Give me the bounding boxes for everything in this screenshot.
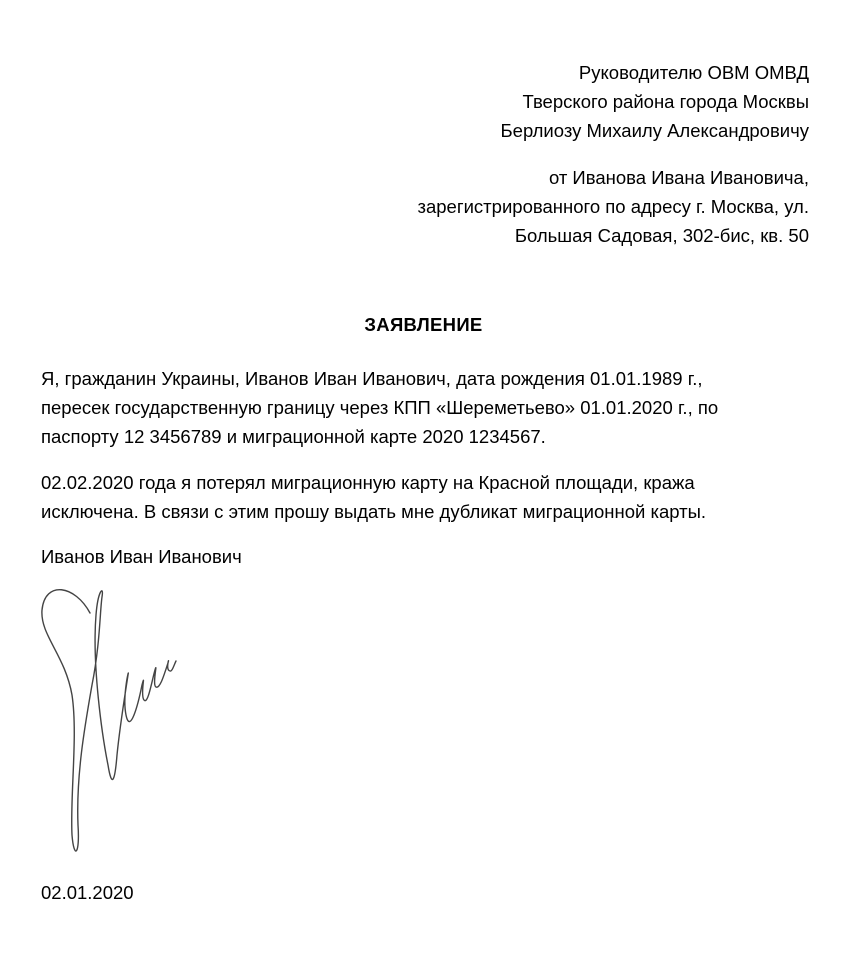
addressee-line: Берлиозу Михаилу Александровичу	[500, 120, 809, 141]
sender-line: зарегистрированного по адресу г. Москва, ул.	[417, 196, 809, 217]
signature-icon	[30, 575, 190, 860]
paragraph-line: Я, гражданин Украины, Иванов Иван Иванович, дата рождения 01.01.1989 г.,	[41, 368, 703, 389]
sender-line: Большая Садовая, 302-бис, кв. 50	[514, 225, 809, 246]
document-date: 02.01.2020	[41, 882, 134, 903]
body-paragraph-2	[41, 468, 781, 526]
document-title: ЗАЯВЛЕНИЕ	[364, 314, 483, 335]
paragraph-line: 02.02.2020 года я потерял миграционную карту на Красной площади, кража	[41, 472, 695, 493]
sender-block	[418, 163, 810, 250]
sender-line: от Иванова Ивана Ивановича,	[548, 167, 809, 188]
body-paragraph-1	[41, 364, 781, 451]
paragraph-line: пересек государственную границу через КПП «Шереметьево» 01.01.2020 г., по	[41, 397, 719, 418]
signer-name: Иванов Иван Иванович	[41, 546, 242, 567]
addressee-block	[501, 58, 809, 145]
addressee-line: Руководителю ОВМ ОМВД	[578, 62, 809, 83]
addressee-line: Тверского района города Москвы	[522, 91, 809, 112]
paragraph-line: паспорту 12 3456789 и миграционной карте 2020 1234567.	[41, 426, 546, 447]
paragraph-line: исключена. В связи с этим прошу выдать мне дубликат миграционной карты.	[41, 501, 707, 522]
